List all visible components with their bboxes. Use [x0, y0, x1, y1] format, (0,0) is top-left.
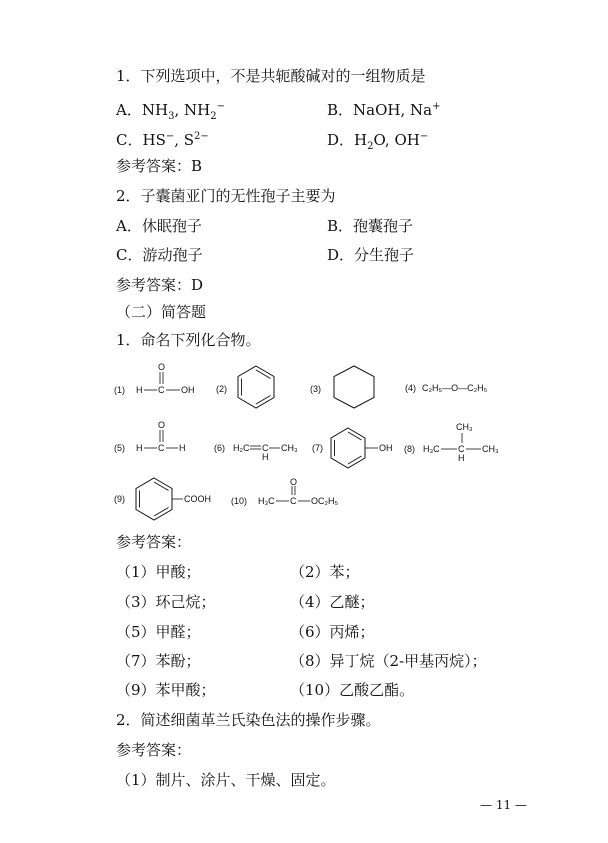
atom-label: H₃C	[423, 444, 440, 454]
option-d: D．分生孢子	[327, 246, 415, 264]
structure-6-propene	[214, 436, 314, 462]
answer-label: 参考答案：	[116, 741, 192, 759]
section-heading: （二）简答题	[116, 303, 207, 321]
option-c	[116, 127, 209, 150]
atom-label: O	[158, 420, 166, 430]
page-number: — 11 —	[480, 798, 527, 812]
option-label: C．	[116, 131, 143, 149]
atom-label: C	[458, 444, 465, 454]
option-b: B．孢囊孢子	[327, 217, 414, 235]
structure-number: (3)	[310, 384, 321, 394]
question-2-answer: 参考答案：D	[116, 276, 204, 294]
atom-label: H	[136, 385, 143, 395]
option-label: B．	[327, 101, 354, 119]
atom-label: H	[262, 452, 269, 462]
formula-sup: −	[419, 131, 429, 142]
formula-sup: −	[165, 131, 175, 142]
option-a	[116, 97, 225, 127]
double-bond	[348, 432, 362, 440]
double-bond	[154, 482, 169, 491]
structure-number: (6)	[214, 443, 225, 453]
atom-label: H	[458, 453, 465, 463]
double-bond	[256, 370, 271, 379]
benzene-ring	[136, 478, 172, 520]
structure-number: (2)	[216, 384, 227, 394]
structure-number: (10)	[231, 496, 248, 506]
formula-part: NH	[141, 101, 169, 119]
option-label: D．	[327, 131, 355, 149]
atom-label: CH₃	[456, 422, 473, 432]
atom-label: OH	[379, 443, 393, 453]
atom-label: H	[136, 443, 143, 453]
answer-item: （1）甲酸；	[116, 563, 201, 581]
formula-sup: −	[216, 101, 225, 112]
option-label: A．	[116, 101, 142, 119]
structure-number: (4)	[405, 383, 416, 393]
atom-label: COOH	[184, 494, 211, 504]
structure-number: (7)	[312, 443, 323, 453]
option-a: A．休眠孢子	[116, 217, 202, 235]
double-bond	[256, 396, 271, 405]
answer-item: （8）异丁烷（2-甲基丙烷）；	[290, 652, 487, 670]
answer-label: 参考答案：	[116, 533, 192, 551]
atom-label: C	[158, 385, 165, 395]
atom-label: O	[290, 478, 298, 487]
formula-sub: 3	[168, 111, 175, 122]
question-1-answer: 参考答案：B	[116, 157, 203, 175]
atom-label: C	[158, 443, 165, 453]
atom-label: H₃C	[258, 496, 275, 506]
answer-item: （3）环己烷；	[116, 593, 216, 611]
short-answer-2-stem: 2．简述细菌革兰氏染色法的操作步骤。	[116, 711, 381, 729]
formula-part: HS	[142, 131, 166, 149]
atom-label: C	[262, 443, 269, 453]
atom-label: CH₃	[482, 444, 499, 454]
answer-item: （4）乙醚；	[290, 593, 375, 611]
double-bond	[348, 456, 362, 464]
structure-9-benzoic-acid	[114, 476, 224, 522]
atom-label: H	[179, 443, 186, 453]
formula-part: O, OH	[373, 131, 420, 149]
structure-5-formaldehyde	[114, 420, 194, 460]
structure-8-isobutane	[404, 421, 504, 463]
answer-item: （10）乙酸乙酯。	[290, 681, 415, 699]
formula-part: , S	[174, 131, 195, 149]
structure-number: (8)	[404, 444, 415, 454]
answer-item: （9）苯甲酸；	[116, 681, 216, 699]
formula-sup: +	[432, 101, 441, 112]
benzene-ring	[331, 428, 365, 468]
answer-item: （2）苯；	[290, 563, 360, 581]
structure-4-diethyl-ether	[405, 378, 515, 396]
question-1-stem: 1．下列选项中，不是共轭酸碱对的一组物质是	[116, 67, 426, 85]
atom-label: OH	[181, 385, 195, 395]
structure-2-benzene	[216, 364, 286, 410]
benzene-ring	[238, 366, 274, 408]
structure-number: (5)	[114, 443, 125, 453]
structure-1-formic-acid	[114, 362, 204, 402]
formula-sup: 2−	[194, 131, 209, 142]
structure-number: (1)	[114, 385, 125, 395]
atom-label: O	[158, 362, 166, 372]
double-bond	[154, 508, 169, 517]
answer-item: （5）甲醛；	[116, 623, 201, 641]
option-d	[327, 127, 428, 157]
structure-7-phenol	[312, 426, 400, 470]
formula-part: NaOH, Na	[353, 101, 433, 119]
short-answer-1-stem: 1．命名下列化合物。	[116, 331, 261, 349]
formula-part: , NH	[174, 101, 211, 119]
question-2-stem: 2．子囊菌亚门的无性孢子主要为	[116, 187, 336, 205]
atom-label: C	[290, 496, 297, 506]
formula-part: H	[354, 131, 368, 149]
formula-sub: 2	[210, 111, 217, 122]
formula-sub: 2	[367, 141, 374, 152]
structure-3-cyclohexane	[310, 364, 380, 410]
option-b	[327, 97, 440, 120]
formula-text: C₂H₅—O—C₂H₅	[422, 383, 488, 393]
cyclohexane-ring	[334, 366, 374, 408]
structure-10-ethyl-acetate	[231, 478, 361, 512]
answer-item: （6）丙烯；	[290, 623, 375, 641]
atom-label: H₂C	[233, 443, 250, 453]
atom-label: CH₃	[281, 443, 298, 453]
answer-step: （1）制片、涂片、干燥、固定。	[116, 771, 336, 789]
answer-item: （7）苯酚；	[116, 652, 201, 670]
option-c: C．游动孢子	[116, 246, 203, 264]
structure-number: (9)	[114, 494, 125, 504]
atom-label: OC₂H₅	[311, 496, 339, 506]
